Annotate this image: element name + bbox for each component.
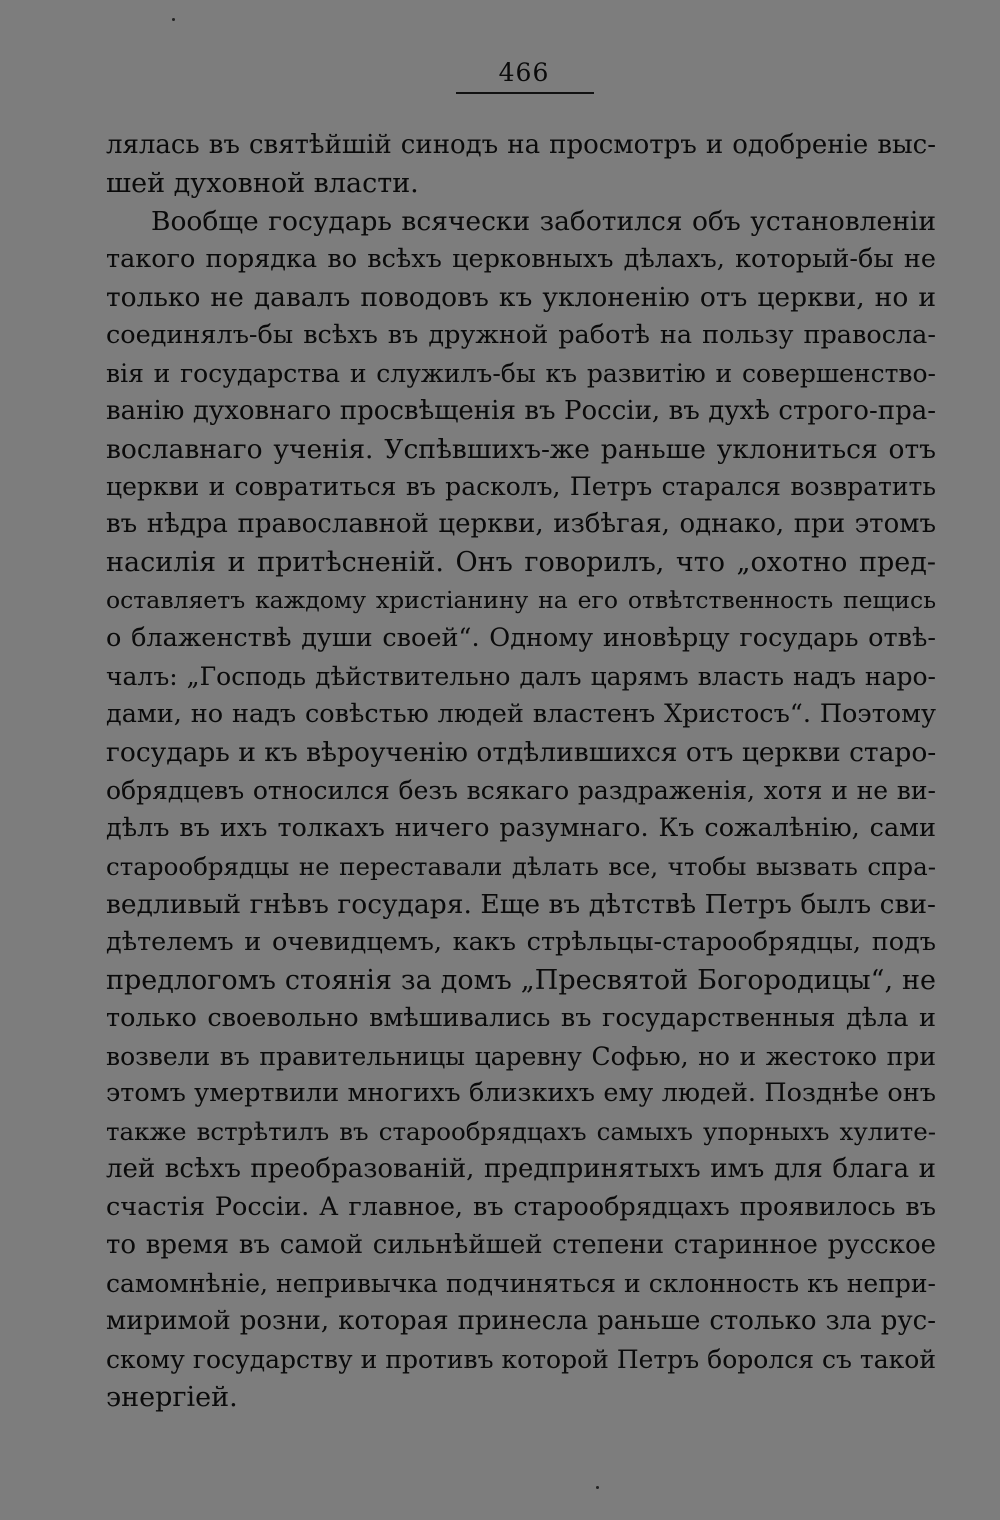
text-line: ведливый гнѣвъ государя. Еще въ дѣтствѣ Петръ былъ сви- — [106, 888, 936, 920]
page-number: 466 — [498, 58, 550, 87]
dust-speck — [596, 1486, 599, 1489]
text-line: самомнѣніе, непривычка подчиняться и склонность къ непри- — [106, 1269, 936, 1299]
text-line: лялась въ святѣйшій синодъ на просмотръ и одобреніе выс- — [106, 130, 936, 160]
text-line: дѣтелемъ и очевидцемъ, какъ стрѣльцы-старообрядцы, подъ — [106, 926, 936, 957]
page-number-rule — [456, 92, 594, 94]
text-line: скому государству и противъ которой Петръ боролся съ такой — [106, 1345, 936, 1374]
text-line: лей всѣхъ преобразованій, предпринятыхъ имъ для блага и — [106, 1154, 936, 1185]
text-line: въ нѣдра православной церкви, избѣгая, однако, при этомъ — [106, 509, 936, 540]
text-line: вія и государства и служилъ-бы къ развитію и совершенство- — [106, 358, 936, 388]
text-line: дѣлъ въ ихъ толкахъ ничего разумнаго. Къ сожалѣнію, сами — [106, 812, 936, 843]
text-line: соединялъ-бы всѣхъ въ дружной работѣ на пользу правосла- — [106, 319, 936, 350]
text-line: о блаженствѣ души своей“. Одному иновѣрцу государь отвѣ- — [106, 623, 936, 654]
text-line: обрядцевъ относился безъ всякаго раздраженія, хотя и не ви- — [106, 775, 936, 805]
text-line: старообрядцы не переставали дѣлать все, чтобы вызвать спра- — [106, 851, 936, 881]
text-line: такого порядка во всѣхъ церковныхъ дѣлахъ, который-бы не — [106, 243, 936, 274]
text-line: этомъ умертвили многихъ близкихъ ему людей. Позднѣе онъ — [106, 1078, 936, 1109]
text-line: то время въ самой сильнѣйшей степени старинное русское — [106, 1230, 936, 1261]
text-line: только не давалъ поводовъ къ уклоненію отъ церкви, но и — [106, 281, 936, 313]
text-line: счастія Россіи. А главное, въ старообрядцахъ проявилось въ — [106, 1192, 936, 1223]
text-line: государь и къ вѣроученію отдѣлившихся отъ церкви старо- — [106, 737, 937, 768]
text-line: Вообще государь всячески заботился объ установленіи — [151, 205, 936, 237]
dust-speck — [172, 18, 175, 21]
text-line: энергіей. — [106, 1381, 238, 1413]
text-line: миримой розни, которая принесла раньше столько зла рус- — [106, 1306, 936, 1337]
text-line: предлогомъ стоянія за домъ „Пресвятой Богородицы“, не — [106, 964, 936, 996]
text-line: оставляетъ каждому христіанину на его отвѣтственность пещись — [106, 586, 936, 615]
body-text — [106, 127, 936, 1417]
text-line: шей духовной власти. — [106, 167, 419, 199]
text-line: также встрѣтилъ въ старообрядцахъ самыхъ упорныхъ хулите- — [106, 1117, 936, 1147]
text-line: только своевольно вмѣшивались въ государственныя дѣла и — [106, 1002, 936, 1033]
text-line: вославнаго ученія. Успѣвшихъ-же раньше уклониться отъ — [106, 433, 936, 465]
text-line: чалъ: „Господь дѣйствительно далъ царямъ власть надъ наро- — [106, 662, 936, 692]
text-line: дами, но надъ совѣстью людей властенъ Христосъ“. Поэтому — [106, 699, 936, 730]
text-line: церкви и совратиться въ расколъ, Петръ старался возвратить — [106, 472, 936, 502]
text-line: возвели въ правительницы царевну Софью, но и жестоко при — [106, 1041, 936, 1071]
text-line: ванію духовнаго просвѣщенія въ Россіи, въ духѣ строго-пра- — [106, 395, 936, 426]
text-line: насилія и притѣсненій. Онъ говорилъ, что „охотно пред- — [106, 547, 936, 579]
